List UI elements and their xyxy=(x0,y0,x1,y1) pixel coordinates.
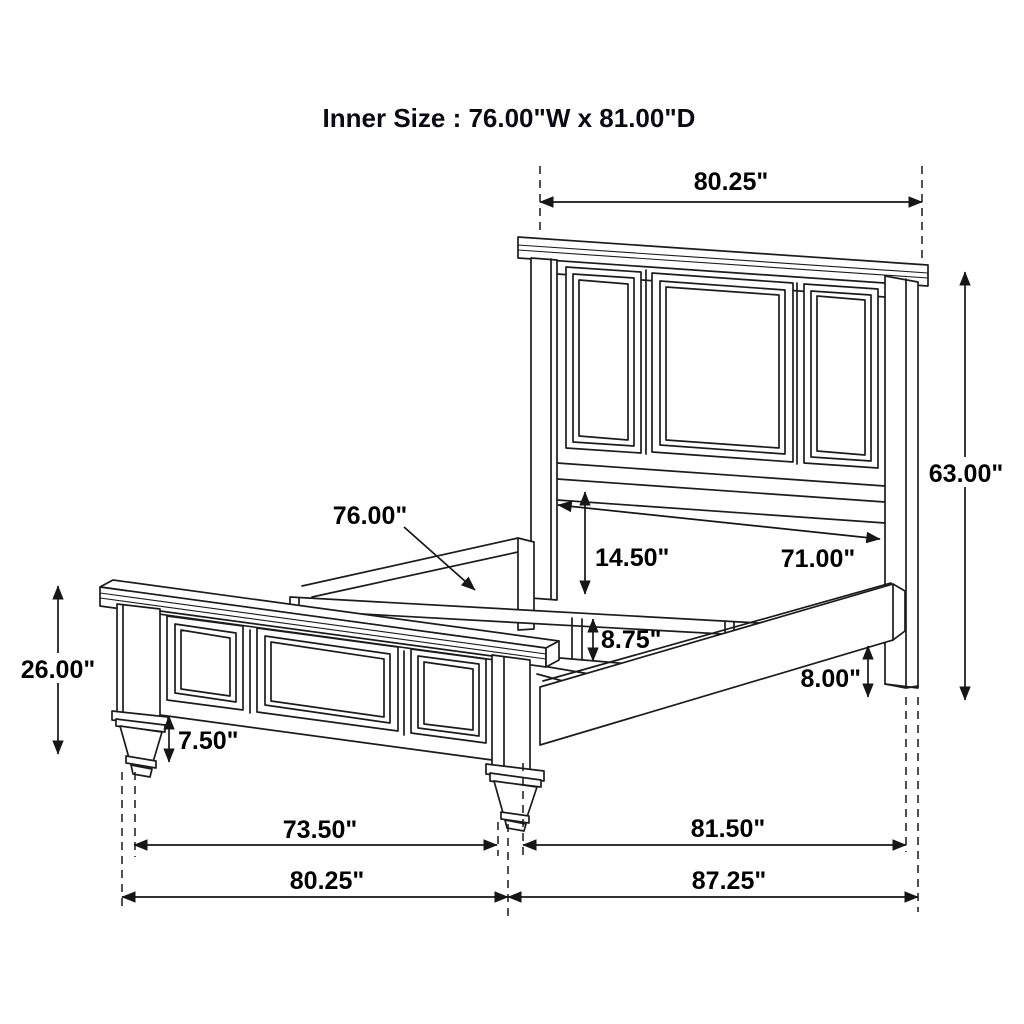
headboard-left-post xyxy=(531,258,557,600)
dim-headboard-width-label: 80.25" xyxy=(693,168,769,196)
extension-lines-headboard-right xyxy=(906,697,918,912)
dim-footboard-inner-width-label: 73.50" xyxy=(282,816,358,844)
dim-footboard-width-label: 80.25" xyxy=(289,867,365,895)
dim-headboard-height xyxy=(926,272,1006,700)
dim-overall-depth-label: 87.25" xyxy=(691,867,767,895)
footboard-right-foot xyxy=(486,764,544,831)
far-side-rail xyxy=(302,538,518,586)
dim-slat-support-height-label: 8.75" xyxy=(601,626,662,654)
footboard-center-panel xyxy=(257,628,398,731)
extension-lines-footboard-left xyxy=(122,772,135,912)
dim-footboard-inner-width xyxy=(134,816,497,845)
dim-headboard-bottom-to-slat-label: 14.50" xyxy=(595,544,670,572)
dim-side-rail-bottom-height-label: 8.00" xyxy=(800,665,861,693)
dim-footboard-height-label: 26.00" xyxy=(20,656,96,684)
footboard-right-panel xyxy=(411,649,486,743)
front-side-rail xyxy=(540,583,905,745)
dim-footboard-height xyxy=(17,586,99,754)
footboard-left-foot xyxy=(112,711,168,777)
dim-headboard-width xyxy=(540,168,922,202)
diagram-title: Inner Size : 76.00"W x 81.00"D xyxy=(322,103,696,133)
headboard-right-panel xyxy=(804,284,878,468)
dim-headboard-inner-width-label: 71.00" xyxy=(780,545,856,573)
dim-overall-depth xyxy=(508,867,918,897)
dim-headboard-height-label: 63.00" xyxy=(928,460,1004,488)
headboard-left-panel xyxy=(566,267,641,453)
footboard-right-post xyxy=(492,655,530,772)
headboard-center-panel xyxy=(652,273,793,462)
dim-side-rail-length xyxy=(523,815,906,845)
dim-footboard-width xyxy=(122,867,508,897)
dim-slat-width-label: 76.00" xyxy=(332,502,408,530)
footboard-left-panel xyxy=(167,616,243,710)
dim-footboard-clearance-label: 7.50" xyxy=(178,727,239,755)
dim-side-rail-length-label: 81.50" xyxy=(690,815,766,843)
headboard-bottom-rail xyxy=(557,463,885,523)
